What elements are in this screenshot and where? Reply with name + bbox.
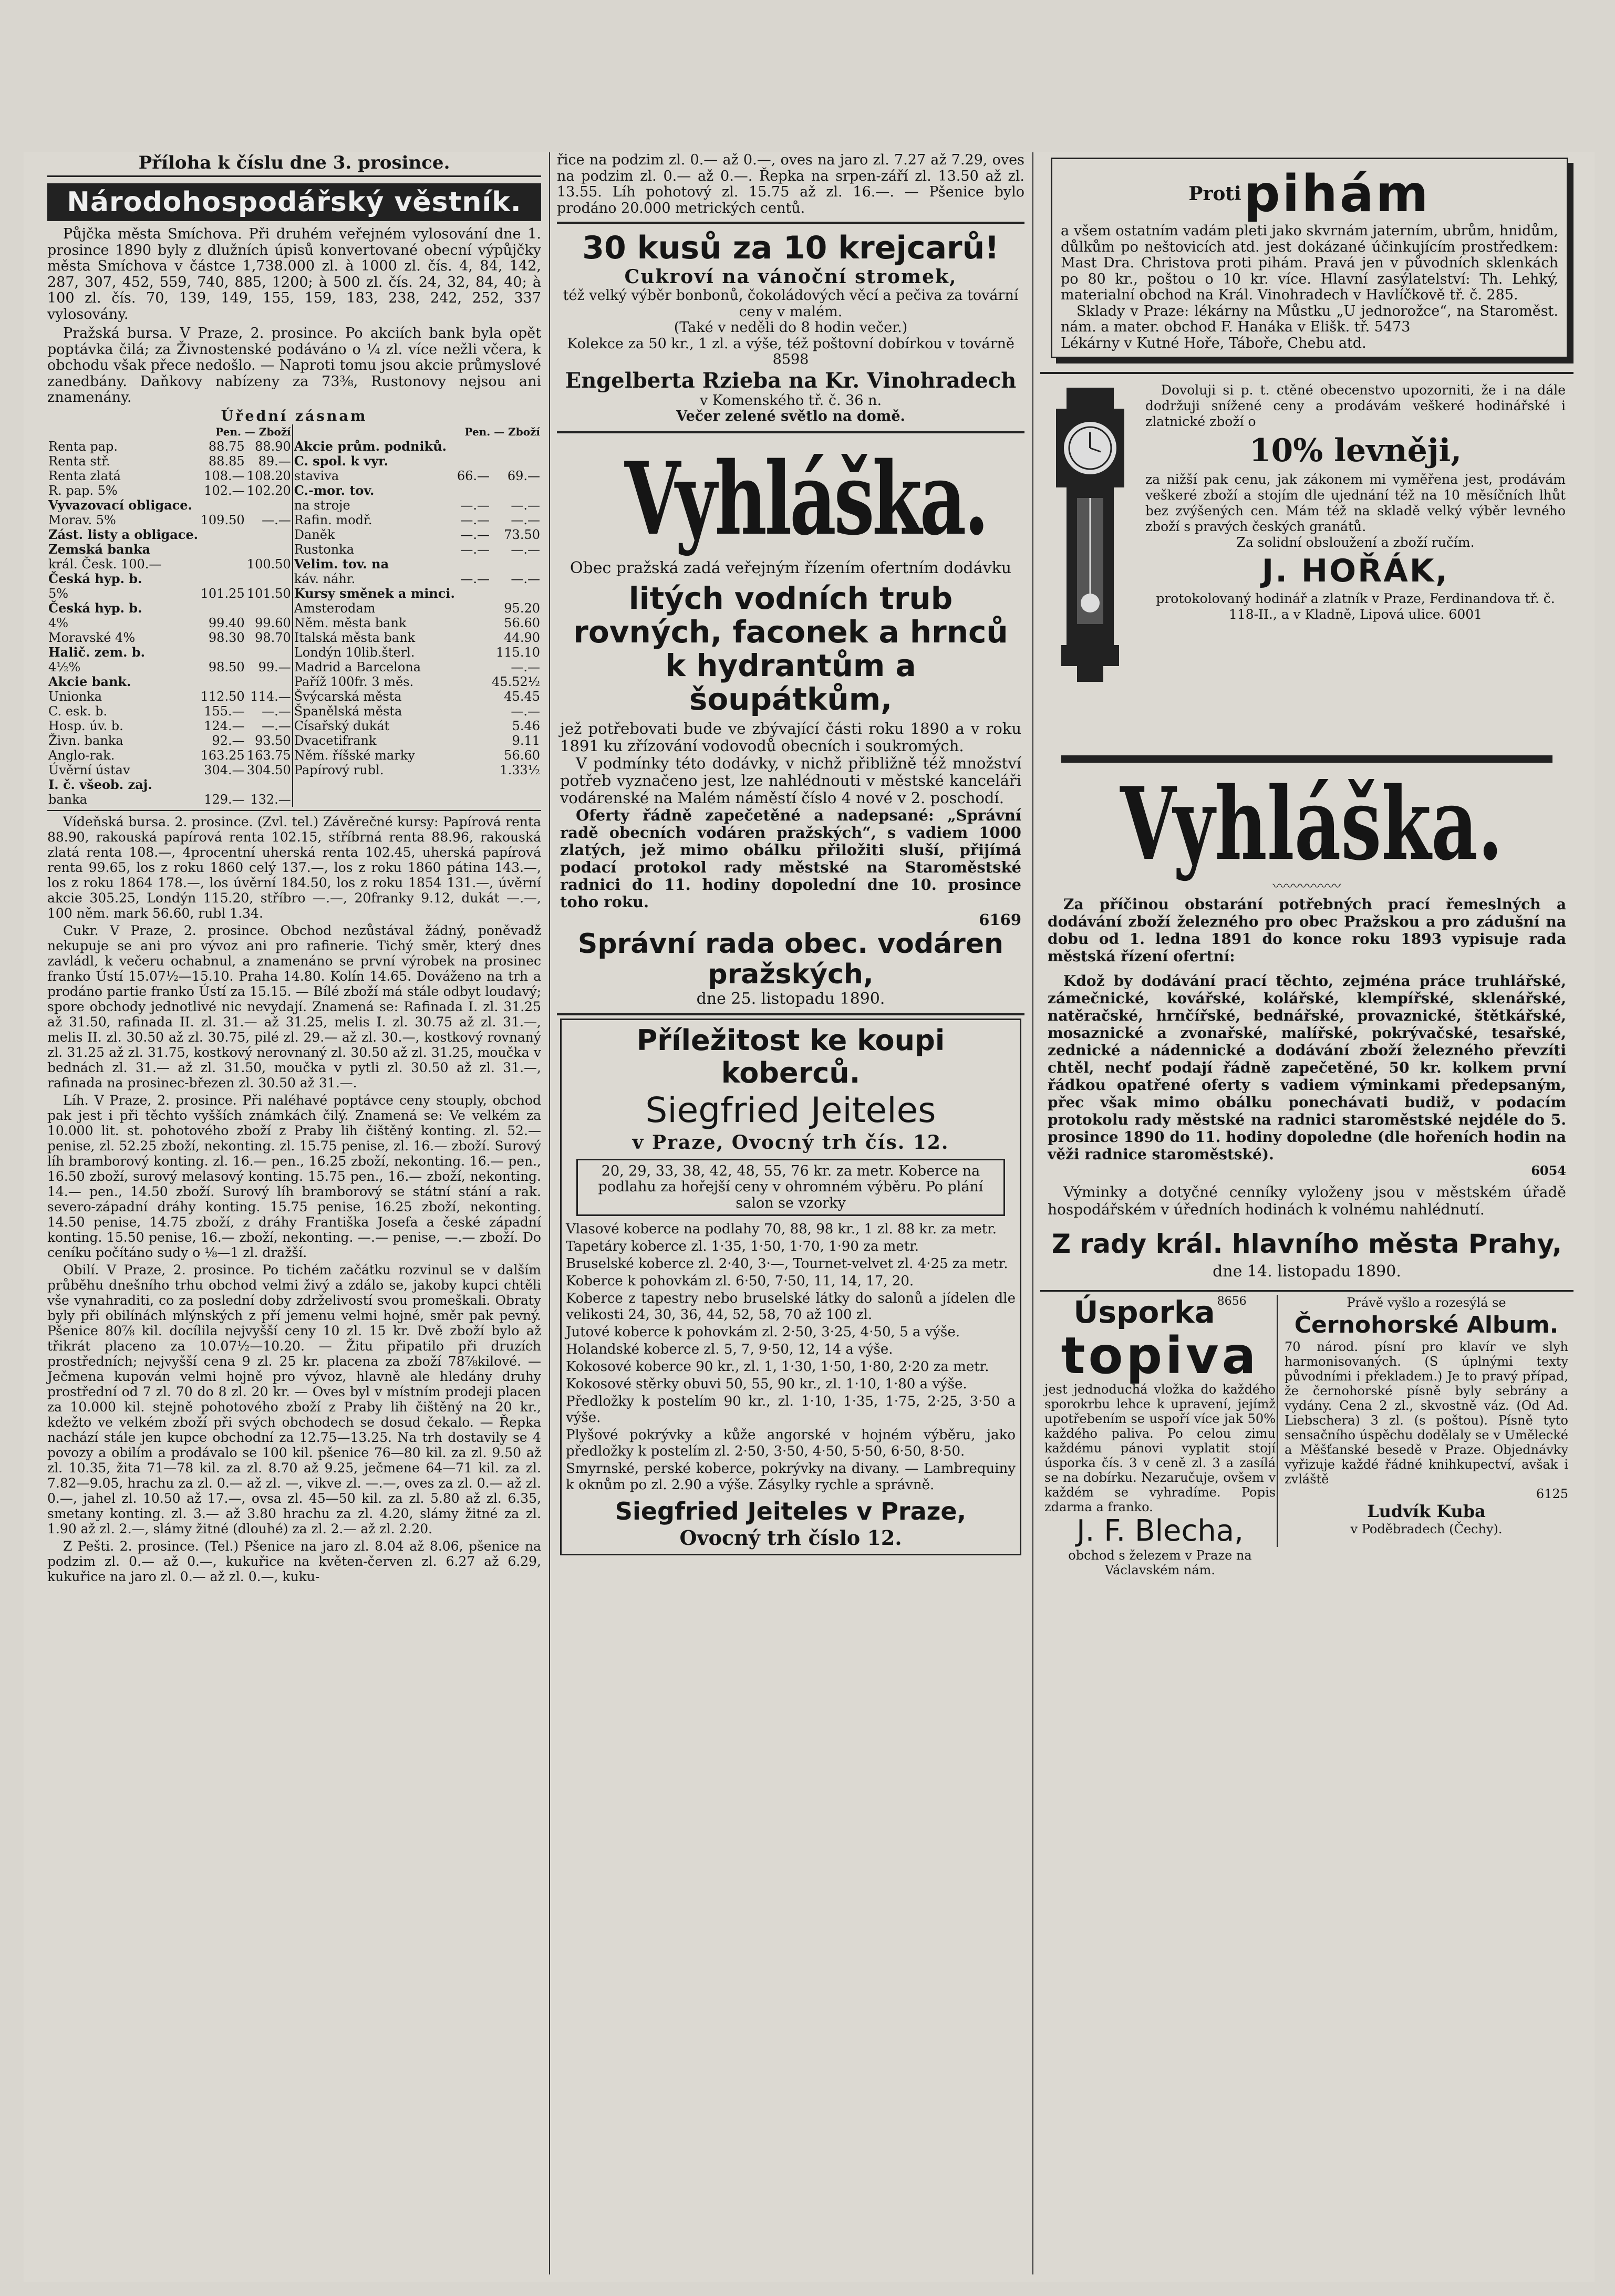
- quotation-label: Rustonka: [294, 542, 355, 557]
- quotation-label: Česká hyp. b.: [48, 600, 142, 616]
- quotation-value: 101.25: [200, 586, 245, 601]
- ad-candy-title: 30 kusů za 10 krejcarů!: [582, 230, 999, 266]
- quotation-row: [47, 645, 292, 660]
- ad-album-text: 70 národ. písní pro klavír ve slyh harmonisovaných. (S úplnými texty původními i překladem.) Je to pravý případ, že černohorské písně byly sebrány a vydány. Cena 2 zl., skvostně váz. (Od Ad. Liebschera) 3 zl. (s poštou). Písně tyto sensačního úspěchu dodělaly se v Umělecké a Měšťanské besedě v Praze. Objednávky vyřizuje každé řádné knihkupectví, avšak i zvláště: [1285, 1339, 1568, 1487]
- quotation-label: Rafin. modř.: [294, 512, 372, 527]
- article-grain: Obilí. V Praze, 2. prosince. Po tichém začátku rozvinul se v dalším průběhu dnešního trhu obchod velmi živý a zdálo se, jakoby kupci chtěli vše vynahraditi, co za poslední doby zdrželivostí svou promeškali. Obraty byly při obilínách mlýnských z pří jemenu velmi hojné, směr pak pevný. Pšenice 80⅞ kil. docílila nejvyšší ceny 10 zl. 15 kr. Dvě zboží bylo až třikrát placeno za 10.07½—10.20. — Žitu připatilo při druzích prostředních; nejvyšší cena 9 zl. 25 kr. placena za zboží 78⅞kilové. — Ječmena kupován velmi hojně pro vývoz, hlavně ale hledány druhy prostřední od 7 zl. 70 do 8 zl. 20 kr. — Oves byl v místním prodeji placen za 10.000 kil. stejně pohotového zboží z Praby lih čištěný na 20 kr., kdežto ve velkém zboží při svých obchodech se dosud čekalo. — Řepka nachází stále jen kupce obchodní za 12.75—13.25. Na trh dostavily se 4 povozy a obilím a prodávalo se 100 kil. pšenice 76—80 kil. za zl. 9.50 až zl. 10.35, žita 71—78 kil. za zl. 8.70 až 9.25, ječmene 64—71 kil. za zl. 7.82—9.05, hrachu za zl. 0.— až zl. —, vikve zl. —.—, oves za zl. 0.— až zl. 0.—, jahel zl. 10.50 až 17.—, ovsa zl. 45—50 kil. za zl. 5.80 až zl. 6.35, smetany konting. zl. 3.— až 3.80 hrachu za zl. 4.20, slámy žitné za zl. 1.90 až zl. 2.—, slámy žitné (dlouhé) za zl. 2.— až zl. 2.20.: [47, 1262, 541, 1536]
- carpet-item: Bruselské koberce zl. 2·40, 3·—, Tournet-velvet zl. 4·25 za metr.: [566, 1256, 1008, 1272]
- quotation-label: Paříž 100fr. 3 měs.: [294, 674, 414, 689]
- ad-watchmaker-text2: za nižší pak cenu, jak zákonem mi vyměřena jest, prodávám veškeré zboží a stojím dle ujednání též na 10 měsíčních lhůt bez zvýšených cen. Mám též na skladě velký výběr levného zboží s pravých českých granátů.: [1145, 472, 1566, 534]
- quotation-value: 73.50: [504, 527, 540, 542]
- ad-fuel-text: jest jednoduchá vložka do každého sporokrbu lehce k upravení, jejímž upotřebením se uspoří více jak 50% každého paliva. Po celou zimu každému pánovi vyplatit stojí úsporka čís. 3 v ceně zl. 3 a zasílá se na dobírku. Nezaručuje, ovšem v každém se vyhradíme. Popis zdarma a franko.: [1044, 1382, 1276, 1514]
- quotation-label: Velim. tov. na: [294, 556, 389, 572]
- ad-pipes-date: dne 25. listopadu 1890.: [696, 989, 885, 1008]
- ad-crafts-text3: Výminky a dotyčné cenníky vyloženy jsou v městském úřadě hospodářském v úředních hodinách k volnému nahlédnutí.: [1048, 1183, 1566, 1218]
- quotation-value: [200, 498, 246, 513]
- quotation-value: [246, 572, 292, 586]
- quotation-value: —.—: [511, 703, 540, 719]
- ad-carpets-footer2: Ovocný trh číslo 12.: [679, 1526, 902, 1550]
- quotation-value: 129.—: [204, 792, 245, 807]
- ad-carpets: [560, 1019, 1021, 1556]
- quotation-row: [293, 763, 541, 777]
- quotation-value: 304.—: [204, 762, 245, 777]
- quotation-label: Anglo-rak.: [48, 747, 115, 763]
- ad-candy-text: též velký výběr bonbonů, čokoládových věcí a pečiva za tovární ceny v malém.: [563, 287, 1019, 320]
- quotation-value: 93.50: [255, 733, 291, 748]
- ad-pipes-text2: V podmínky této dodávky, v nichž přibližně též množství potřeb vyznačeno jest, lze nahlédnouti v městské kanceláři vodárenské na Malém náměstí číslo 4 nové v 2. poschodí.: [560, 754, 1021, 807]
- quotation-row: [293, 689, 541, 704]
- ad-pipes-signature: Správní rada obec. vodáren pražských,: [577, 928, 1004, 990]
- quotation-label: Amsterodam: [294, 600, 376, 616]
- quotation-value: [456, 719, 491, 733]
- ad-pipes-text3: Oferty řádně zapečetěné a nadepsané: „Správní radě obecních vodáren pražských“, s vadiem 1000 zlatých, jež mimo obálku přiložiti sluší, přijímá podací protokol rady městské na Staroměstské radnici do 11. hodiny dopolední dne 10. prosince toho roku.: [560, 806, 1021, 911]
- quotation-value: [491, 439, 541, 454]
- quotation-value: —.—: [262, 703, 291, 719]
- quotation-label: Italská města bank: [294, 630, 416, 645]
- quotation-label: Akcie bank.: [48, 673, 131, 689]
- quotation-row: [47, 454, 292, 469]
- quotation-value: [491, 586, 541, 601]
- quotation-value: 304.50: [246, 762, 291, 777]
- quotation-value: 95.20: [504, 600, 540, 616]
- article-pest: Z Pešti. 2. prosince. (Tel.) Pšenice na jaro zl. 8.04 až 8.06, pšenice na podzim zl. 0.— až 0.—, kukuřice na květen-červen zl. 6.27 až 6.29, kukuřice na jaro zl. 0.— až zl. 0.—, kuku-: [47, 1538, 541, 1584]
- quotation-value: —.—: [460, 571, 490, 586]
- quotation-row: [47, 660, 292, 674]
- quotation-label: C. esk. b.: [48, 703, 108, 719]
- quotation-value: [200, 777, 246, 792]
- quotation-row: [47, 719, 292, 733]
- quotation-value: 69.—: [507, 468, 540, 483]
- quotation-value: 114.—: [250, 689, 291, 704]
- quotation-label: 4%: [48, 615, 69, 630]
- quotation-label: Zást. listy a obligace.: [48, 526, 199, 542]
- quotation-row: [47, 748, 292, 763]
- quotation-value: —.—: [511, 659, 540, 674]
- quotation-label: Moravské 4%: [48, 630, 136, 645]
- wall-clock-icon: [1045, 388, 1135, 682]
- quotation-row: [293, 586, 541, 601]
- quotation-value: 108.—: [204, 468, 245, 483]
- quotation-label: Halič. zem. b.: [48, 644, 145, 660]
- quotation-value: —.—: [460, 542, 490, 557]
- quotation-value: [246, 527, 292, 542]
- quotation-row: [47, 498, 292, 513]
- ad-watchmaker-service: Za solidní obsloužení a zboží ručím.: [1236, 535, 1475, 550]
- quotation-value: 115.10: [496, 645, 540, 660]
- quotation-row: [293, 513, 541, 527]
- quotation-row: [47, 527, 292, 542]
- article-pest-continued: řice na podzim zl. 0.— až 0.—, oves na jaro zl. 7.27 až 7.29, oves na podzim zl. 0.— až 0.—. Řepka na srpen-září zl. 13.50 až zl. 13.55. Líh pohotový zl. 15.75 až zl. 16.—. — Pšenice bylo prodáno 20.000 metrických centů.: [557, 152, 1024, 216]
- quotation-value: [200, 572, 246, 586]
- quotation-value: [200, 645, 246, 660]
- quotation-value: [246, 674, 292, 689]
- carpet-item: Kokosové stěrky obuvi 50, 55, 90 kr., zl. 1·10, 1·80 a výše.: [566, 1376, 967, 1392]
- quotation-value: [200, 557, 246, 572]
- ad-crafts-title: Vyhláška.: [1120, 765, 1503, 882]
- column-economy: [47, 152, 541, 1584]
- quotation-value: —.—: [460, 527, 490, 542]
- quotation-value: 45.52½: [492, 674, 540, 689]
- ad-candy-text2: Kolekce za 50 kr., 1 zl. a výše, též poštovní dobírkou v továrně 8598: [567, 335, 1014, 368]
- quotation-row: [293, 572, 541, 586]
- ad-freckles: Proti pihám a všem ostatním vadám pleti jako skvrnám jaterním, ubrům, hnidům, důlkům po neštovicích atd. jest dokázané účinkujícím prostředkem: Mast Dra. Christova proti pihám. Pravá jen v původních sklenkách po 80 kr., poštou o 10 kr. více. Hlavní zasýlatelství: Th. Lehký, materialní obchod na Král. Vinohradech v Havlíčkově tř. č. 285. Sklady v Praze: lékárny na Můstku „U jednorožce“, na Staroměst. nám. a mater. obchod F. Hanáka v Elišk. tř. 5473 Lékárny v Kutné Hoře, Táboře, Chebu atd.: [1051, 158, 1568, 358]
- quotation-row: [293, 748, 541, 763]
- quotation-value: 88.75: [208, 439, 245, 454]
- quotation-value: —.—: [511, 542, 540, 557]
- quotation-value: [456, 645, 491, 660]
- quotation-row: [47, 733, 292, 748]
- quotation-row: [293, 719, 541, 733]
- quotation-value: 1.33½: [500, 762, 540, 777]
- quotation-value: 109.50: [200, 512, 245, 527]
- quotation-row: [293, 704, 541, 719]
- quotation-value: [200, 601, 246, 616]
- quotation-table: [47, 424, 541, 807]
- quotation-row: [293, 616, 541, 630]
- quotation-label: R. pap. 5%: [48, 483, 118, 498]
- quotation-row: [293, 674, 541, 689]
- ad-candy-company: Engelberta Rzieba na Kr. Vinohradech: [565, 368, 1017, 393]
- quotation-value: [456, 483, 491, 498]
- quotation-value: [246, 542, 292, 557]
- ad-carpets-footer: Siegfried Jeiteles v Praze,: [615, 1497, 967, 1525]
- ad-watchmaker-address: protokolovaný hodinář a zlatník v Praze, Ferdinandova tř. č. 118-II., a v Kladně, Lipová ulice. 6001: [1156, 590, 1555, 622]
- carpet-item: Smyrnské, perské koberce, pokrývky na divany. — Lambrequiny k oknům po zl. 2.90 a výše. Zásylky rychle a správně.: [566, 1461, 1016, 1493]
- quotation-row: [293, 557, 541, 572]
- quotation-value: 45.45: [504, 689, 540, 704]
- quotation-value: 44.90: [504, 630, 540, 645]
- ad-candy-subtitle: Cukroví na vánoční stromek,: [624, 266, 957, 288]
- quotation-value: 100.50: [246, 556, 291, 572]
- ad-crafts-date: dne 14. listopadu 1890.: [1213, 1262, 1401, 1281]
- quotation-row: [293, 542, 541, 557]
- quotation-label: banka: [48, 792, 87, 807]
- quotation-label: káv. náhr.: [294, 571, 356, 586]
- quotation-value: 66.—: [457, 468, 490, 483]
- carpet-item: Jutové koberce k pohovkám zl. 2·50, 3·25, 4·50, 5 a výše.: [566, 1324, 960, 1340]
- quotation-label: král. Česk. 100.—: [48, 556, 162, 572]
- quotation-row: [293, 630, 541, 645]
- ad-freckles-text2: Sklady v Praze: lékárny na Můstku „U jednorožce“, na Staroměst. nám. a mater. obchod F. Hanáka v Elišk. tř. 5473: [1061, 303, 1558, 335]
- quotation-row: [293, 601, 541, 616]
- quotation-label: Kursy směnek a minci.: [294, 585, 455, 601]
- quotation-table-title: Úřední zásnam: [221, 408, 368, 424]
- ad-pipes-subject: litých vodních trub rovných, faconek a hrnců k hydrantům a šoupátkům,: [573, 580, 1008, 717]
- quotation-value: 112.50: [200, 689, 245, 704]
- ad-freckles-text3: Lékárny v Kutné Hoře, Táboře, Chebu atd.: [1061, 335, 1366, 351]
- supplement-header: Příloha k číslu dne 3. prosince.: [47, 152, 541, 177]
- quotation-label: Španělská města: [294, 703, 402, 719]
- quotation-value: —.—: [460, 497, 490, 513]
- quotation-row: [47, 542, 292, 557]
- quotation-label: Renta pap.: [48, 439, 118, 454]
- article-sugar: Cukr. V Praze, 2. prosince. Obchod nezůstával žádný, poněvadž nekupuje se ani pro vývoz ani pro rafinerie. Tichý směr, který dnes zavládl, k večeru ochabnul, a znamenáno se první výrobek na prosinec franko Ústí 15.07½—15.10. Praha 14.80. Kolín 14.65. Dováženo na trh a prodáno partie franko Ústí za 15.15. — Bílé zboží má stále odbyt loudavý; spore obchody jednotlivé nic nevydají. Znamená se: Rafinada I. zl. 31.25 až 31.50, rafinada II. zl. 31.— až 31.25, melis I. zl. 30.75 až zl. 31.—, melis II. zl. 30.50 až zl. 30.75, pilé zl. 29.— až zl. 30.—, kostkový rovnaný zl. 31.25 až zl. 31.75, kostkový nerovnaný zl. 30.50 až zl. 31.25, moučka v bednách zl. 31.— až zl. 31.50, moučka v pytli zl. 30.50 až zl. 31.—, rafinada na prosinec-březen zl. 30.50 až 31.—.: [47, 922, 541, 1090]
- quotation-label: Madrid a Barcelona: [294, 659, 421, 674]
- ad-candy-note: (Také v neděli do 8 hodin večer.): [674, 319, 908, 336]
- quotation-value: —.—: [511, 512, 540, 527]
- quotation-row: [293, 527, 541, 542]
- quotation-value: [456, 748, 491, 763]
- quotation-value: —.—: [511, 497, 540, 513]
- quotation-label: 4½%: [48, 659, 81, 674]
- quotation-label: Londýn 10lib.šterl.: [294, 645, 415, 660]
- quotation-row: [47, 513, 292, 527]
- quotation-value: 124.—: [204, 718, 245, 733]
- quotation-value: [246, 777, 292, 792]
- quotation-label: na stroje: [294, 497, 350, 513]
- ad-crafts-text2: Kdož by dodávání prací těchto, zejména práce truhlářské, zámečnické, kovářské, kolářské, klempířské, sklenářské, natěračské, hrnčířské, bednářské, provaznické, štětkářské, mosaznické a zvonařské, malířské, pokrývačské, tesařské, zednické a nádennické a dodávání zboží železného převzíti chtěl, nechť podají řádně zapečetěné, 50 kr. kolkem první řádkou opatřené oferty s vadiem výminkami předepsaným, přec však mimo obálku ponechávati budiž, v podacím protokolu rady městské na radnici staroměstské nejdéle do 5. prosince 1890 do 11. hodiny dopoledne (dle hořeních hodin na věži radnice staroměstské).: [1048, 972, 1566, 1163]
- ad-freckles-text: a všem ostatním vadám pleti jako skvrnám jaterním, ubrům, hnidům, důlkům po neštovicích atd. jest dokázané účinkujícím prostředkem: Mast Dra. Christova proti pihám. Pravá jen v původních sklenkách po 80 kr., poštou o 10 kr. více. Hlavní zasýlatelství: Th. Lehký, materialní obchod na Král. Vinohradech v Havlíčkově tř. č. 285.: [1061, 223, 1558, 303]
- ad-watchmaker-name: J. HOŘÁK,: [1261, 552, 1450, 589]
- ad-candy-address: v Komenského tř. č. 36 n.: [699, 392, 882, 409]
- newspaper-page: [24, 152, 1595, 2282]
- ad-freckles-title: pihám: [1244, 164, 1431, 223]
- ad-bottom-row: [1040, 1294, 1573, 1577]
- section-banner: Národohospodářský věstník.: [47, 183, 541, 221]
- quotation-value: —.—: [460, 512, 490, 527]
- quotation-value: 9.11: [512, 733, 540, 748]
- quotation-row: [47, 572, 292, 586]
- quotation-value: 108.20: [246, 468, 291, 483]
- quotation-label: Císařský dukát: [294, 718, 390, 733]
- quotation-value: 88.85: [208, 453, 245, 469]
- carpet-item: Holandské koberce zl. 5, 7, 9·50, 12, 14 a výše.: [566, 1342, 893, 1357]
- ad-carpets-list: [566, 1221, 1016, 1493]
- quotation-value: 163.25: [200, 747, 245, 763]
- quotation-table-left: Pen. — Zboží Renta pap. 88.75 88.90 Renta stř. 88.85 89.— Renta zlatá 108.— 108.20 R. pap. 5% 102.— 102.20 Vyvazovací obligace. Morav. 5% 109.50 —.— Zást. listy a obligace. Zemská banka král. Česk. 100.— 100.50 Česká hyp. b. 5% 101.25 101.50 Česká hyp. b. 4% 99.40 99.60 Moravské 4% 98.30 98.70 Halič. zem. b. 4½% 98.50 99.— Akcie bank. Unionka 112.50 114.— C. esk. b. 155.— —.— Hosp. úv. b. 124.— —.— Živn. banka 92.— 93.50 Anglo-rak. 163.25 163.75 Úvěrní ústav 304.— 304.50 I. č. všeob. zaj. banka 129.— 132.—: [48, 425, 291, 807]
- quotation-row: [47, 601, 292, 616]
- quotation-label: staviva: [294, 468, 339, 483]
- quotation-value: [456, 763, 491, 777]
- quotation-label: Něm. města bank: [294, 615, 407, 630]
- quotation-row: [293, 483, 541, 498]
- ad-crafts-tender: Vyhláška. 〰〰〰〰〰 Za příčinou obstarání potřebných prací řemeslných a dodávání zboží železného pro obec Pražskou a pro zádušní na dobu od 1. ledna 1891 do konce roku 1893 vypisuje rada městská řízení ofertní: Kdož by dodávání prací těchto, zejména práce truhlářské, zámečnické, kovářské, kolářské, klempířské, sklenářské, natěračské, hrnčířské, bednářské, provaznické, štětkářské, mosaznické a zvonařské, malířské, pokrývačské, tesařské, zednické a nádennické a dodávání zboží železného převzíti chtěl, nechť podají řádně zapečetěné, 50 kr. kolkem první řádkou opatřené oferty s vadiem výminkami předepsaným, přec však mimo obálku ponechávati budiž, v podacím protokolu rady městské na radnici staroměstské nejdéle do 5. prosince 1890 do 11. hodiny dopoledne (dle hořeních hodin na věži radnice staroměstské). 6054 Výminky a dotyčné cenníky vyloženy jsou v městském úřadě hospodářském v úředních hodinách k volnému nahlédnutí. Z rady král. hlavního města Prahy, dne 14. listopadu 1890.: [1048, 765, 1566, 1281]
- quotation-row: [47, 616, 292, 630]
- quotation-row: [293, 645, 541, 660]
- quotation-label: C.-mor. tov.: [294, 482, 375, 498]
- ad-watchmaker-discount: 10% levněji,: [1249, 432, 1462, 469]
- quotation-value: 98.30: [208, 630, 245, 645]
- quotation-value: [246, 498, 292, 513]
- quotation-value: 5.46: [512, 718, 540, 733]
- quotation-value: —.—: [511, 571, 540, 586]
- quotation-row: [293, 733, 541, 748]
- quotation-value: [200, 674, 246, 689]
- ad-album: Právě vyšlo a rozesýlá se Černohorské Album. 70 národ. písní pro klavír ve slyh harmonisovaných. (S úplnými texty původními i překladem.) Je to pravý případ, že černohorské písně byly sebrány a vydány. Cena 2 zl., skvostně váz. (Od Ad. Liebschera) 3 zl. (s poštou). Písně tyto sensačního úspěchu dodělaly se v Umělecké a Měšťanské besedě v Praze. Objednávky vyřizuje každé řádné knihkupectví, avšak i zvláště 6125 Ludvík Kuba v Poděbradech (Čechy).: [1285, 1295, 1568, 1536]
- quotation-value: 98.70: [255, 630, 291, 645]
- ad-pipes-tender: [557, 437, 1024, 1010]
- carpet-item: Předložky k postelím 90 kr., zl. 1·10, 1·35, 1·75, 2·25, 3·50 a výše.: [566, 1394, 1016, 1426]
- quotation-row: [47, 557, 292, 572]
- quotation-row: [47, 586, 292, 601]
- quotation-label: Švýcarská města: [294, 689, 402, 704]
- quotation-label: Papírový rubl.: [294, 762, 384, 777]
- quotation-value: [491, 557, 541, 572]
- quotation-row: [293, 454, 541, 469]
- quotation-label: Dvacetifrank: [294, 733, 377, 748]
- quotation-value: 163.75: [246, 747, 291, 763]
- quotation-value: [456, 454, 491, 469]
- quotation-value: 92.—: [212, 733, 245, 748]
- ad-watchmaker-body: [1145, 382, 1566, 622]
- quotation-row: [47, 630, 292, 645]
- ad-fuel-title2: topiva: [1061, 1326, 1259, 1385]
- quotation-value: 98.50: [208, 659, 245, 674]
- quotation-value: [246, 601, 292, 616]
- quotation-label: Akcie prům. podniků.: [294, 438, 447, 454]
- carpet-item: Kokosové koberce 90 kr., zl. 1, 1·30, 1·50, 1·80, 2·20 za metr.: [566, 1359, 989, 1375]
- quotation-value: [456, 733, 491, 748]
- quotation-label: Vyvazovací obligace.: [48, 497, 192, 513]
- quotation-label: Něm. říšské marky: [294, 747, 415, 763]
- quotation-row: [293, 498, 541, 513]
- quotation-value: —.—: [262, 512, 291, 527]
- quotation-value: [456, 601, 491, 616]
- quotation-value: 56.60: [504, 615, 540, 630]
- quotation-value: [456, 586, 491, 601]
- quotation-row: [47, 469, 292, 483]
- quotation-row: [293, 469, 541, 483]
- quotation-label: Úvěrní ústav: [48, 762, 130, 777]
- quotation-label: I. č. všeob. zaj.: [48, 776, 152, 792]
- quotation-row: [47, 674, 292, 689]
- quotation-value: 89.—: [258, 453, 291, 469]
- quotation-label: Hosp. úv. b.: [48, 718, 123, 733]
- ad-carpets-title: Příležitost ke koupi koberců.: [636, 1023, 945, 1089]
- ad-carpets-inner-box: 20, 29, 33, 38, 42, 48, 55, 76 kr. za metr. Koberce na podlahu za hořejší ceny v ohromném výběru. Po plání salon se vzorky: [576, 1159, 1005, 1217]
- quotation-label: Renta stř.: [48, 453, 110, 469]
- column-rule: [549, 152, 550, 2274]
- quotation-table-right: Pen. — Zboží Akcie prům. podniků. C. spol. k vyr. staviva 66.— 69.— C.-mor. tov. na stroje —.— —.— Rafin. modř. —.— —.— Daněk —.— 73.50 Rustonka —.— —.— Velim. tov. na káv. náhr. —.— —.— Kursy směnek a minci. Amsterodam 95.20 Něm. města bank 56.60 Italská města bank 44.90 Londýn 10lib.šterl. 115.10 Madrid a Barcelona —.— Paříž 100fr. 3 měs. 45.52½ Švýcarská města 45.45 Španělská města —.— Císařský dukát 5.46 Dvacetifrank 9.11 Něm. říšské marky 56.60 Papírový rubl. 1.33½: [294, 425, 540, 777]
- ad-pipes-title: Vyhláška.: [624, 440, 987, 557]
- ad-album-name: Ludvík Kuba: [1367, 1501, 1486, 1521]
- ad-fuel-name: J. F. Blecha,: [1076, 1514, 1244, 1548]
- ad-watchmaker: [1040, 377, 1573, 755]
- quotation-value: [456, 616, 491, 630]
- quotation-label: Daněk: [294, 527, 335, 542]
- ad-carpets-company: Siegfried Jeiteles: [645, 1089, 936, 1130]
- quotation-row: [47, 777, 292, 792]
- quotation-value: [456, 557, 491, 572]
- ad-candy-footer: Večer zelené světlo na domě.: [676, 408, 905, 424]
- quotation-value: [456, 439, 491, 454]
- ad-pipes-number: 6169: [979, 910, 1021, 929]
- quotation-value: 88.90: [255, 439, 291, 454]
- quotation-value: [491, 454, 541, 469]
- quotation-value: [246, 645, 292, 660]
- quotation-label: Morav. 5%: [48, 512, 116, 527]
- carpet-item: Vlasové koberce na podlahy 70, 88, 98 kr., 1 zl. 88 kr. za metr.: [566, 1221, 997, 1237]
- ad-fuel-address: obchod s železem v Praze na Václavském nám.: [1068, 1548, 1252, 1577]
- quotation-label: Česká hyp. b.: [48, 570, 142, 586]
- ad-album-title: Černohorské Album.: [1294, 1311, 1559, 1338]
- ad-crafts-number: 6054: [1531, 1163, 1566, 1178]
- quotation-row: [293, 660, 541, 674]
- carpet-item: Koberce k pohovkám zl. 6·50, 7·50, 11, 14, 17, 20.: [566, 1273, 914, 1289]
- quotation-row: [47, 763, 292, 777]
- quotation-label: 5%: [48, 586, 69, 601]
- quotation-row: [47, 439, 292, 454]
- ad-fuel-saver: Úsporka 8656 topiva jest jednoduchá vložka do každého sporokrbu lehce k upravení, jejímž upotřebením se uspoří více jak 50% každého paliva. Po celou zimu každému pánovi vyplatit stojí úsporka čís. 3 v ceně zl. 3 a zasílá se na dobírku. Nezaručuje, ovšem v každém se vyhradíme. Popis zdarma a franko. J. F. Blecha, obchod s železem v Praze na Václavském nám.: [1044, 1294, 1276, 1577]
- quotation-value: [200, 527, 246, 542]
- quotation-label: C. spol. k vyr.: [294, 453, 388, 469]
- quotation-value: 101.50: [246, 586, 291, 601]
- quotation-value: 99.60: [255, 615, 291, 630]
- quotation-label: Zemská banka: [48, 541, 151, 557]
- quotation-value: [456, 630, 491, 645]
- column-ads-middle: [557, 152, 1024, 1559]
- ad-christmas-candy: [557, 227, 1024, 428]
- ad-watchmaker-text: Dovoluji si p. t. ctěné obecenstvo upozorniti, že i na dále dodržuji snížené ceny a prodávám veškeré hodinářské i zlatnické zboží o: [1145, 382, 1566, 429]
- quotation-value: 99.—: [258, 659, 291, 674]
- ad-pipes-lead: Obec pražská zadá veřejným řízením ofertním dodávku: [570, 558, 1012, 577]
- quotation-value: [456, 704, 491, 719]
- carpet-item: Plyšové pokrývky a kůže angorské v hojném výběru, jako předložky k postelím zl. 2·50, 3·50, 4·50, 5·50, 6·50, 8·50.: [566, 1427, 1016, 1459]
- quotation-row: [293, 439, 541, 454]
- article-prague-bourse: Pražská bursa. V Praze, 2. prosince. Po akciích bank byla opět poptávka čilá; za Živnostenské podáváno o ¼ zl. více nežli včera, k obchodu však přece nedošlo. — Naproti tomu jsou akcie průmyslové zanedbány. Daňkovy nabízeny za 73⅜, Rustonovy nejsou ani znamenány.: [47, 325, 541, 406]
- ad-crafts-text: Za příčinou obstarání potřebných prací řemeslných a dodávání zboží železného pro obec Pražskou a pro zádušní na dobu od 1. ledna 1891 do konce roku 1893 vypisuje rada městská řízení ofertní:: [1048, 896, 1566, 965]
- quotation-value: [456, 660, 491, 674]
- quotation-row: [47, 689, 292, 704]
- ad-carpets-address: v Praze, Ovocný trh čís. 12.: [632, 1131, 949, 1154]
- quotation-label: Živn. banka: [48, 733, 123, 748]
- ad-pipes-text: jež potřebovati bude ve zbývající části roku 1890 a v roku 1891 ku zřízování vodovodů obecních i soukromých.: [560, 719, 1021, 755]
- quotation-value: 102.20: [246, 483, 291, 498]
- article-spirits: Líh. V Praze, 2. prosince. Při naléhavé poptávce ceny stouply, obchod pak jest i při těchto vyšších známkách čilý. Znamená se: Ve velkém za 10.000 lit. st. pohotového zboží z Praby lih čištěný konting. zl. 52.— penise, zl. 52.25 zboží, nekonting. zl. 15.75 penise, zl. 16.— zboží. Surový líh bramborový konting. zl. 16.— pen., 16.25 zboží, nekonting. 16.— pen., 16.50 zboží, surový melasový konting. 15.75 pen., 16.— zboží, nekonting. 14.— pen., 14.50 zboží. Surový líh bramborový se státní stání a rak. severo-západní dráhy konting. 15.75 penise, 16.25 zboží, nekonting. 14.50 penise, 14.75 zboží, z dráhy Františka Josefa a české západní konting. 15.50 penise, 16.— zboží, nekonting. —.— penise, —.— zboží. Do ceníku počítáno sudy o ⅛—1 zl. dražší.: [47, 1092, 541, 1260]
- carpet-item: Koberce z tapestry nebo bruselské látky do salonů a jídelen dle velikosti 24, 30, 36, 44, 52, 58, 70 až 100 zl.: [566, 1291, 1016, 1323]
- quotation-value: [491, 483, 541, 498]
- quotation-row: [47, 704, 292, 719]
- quotation-value: [200, 542, 246, 557]
- quotation-row: [47, 792, 292, 807]
- ad-album-head: Právě vyšlo a rozesýlá se: [1347, 1295, 1506, 1310]
- column-rule: [1032, 152, 1033, 2274]
- ad-fuel-title: Úsporka: [1073, 1294, 1215, 1330]
- quotation-value: 132.—: [250, 792, 291, 807]
- quotation-value: [456, 689, 491, 704]
- ad-album-address: v Poděbradech (Čechy).: [1350, 1521, 1503, 1536]
- quotation-value: 99.40: [208, 615, 245, 630]
- quotation-value: [456, 674, 491, 689]
- quotation-value: 155.—: [204, 703, 245, 719]
- carpet-item: Tapetáry koberce zl. 1·35, 1·50, 1·70, 1·90 za metr.: [566, 1239, 919, 1254]
- quotation-label: Renta zlatá: [48, 468, 121, 483]
- quotation-value: 102.—: [204, 483, 245, 498]
- ad-crafts-signature: Z rady král. hlavního města Prahy,: [1051, 1229, 1562, 1259]
- quotation-value: —.—: [262, 718, 291, 733]
- quotation-value: 56.60: [504, 747, 540, 763]
- column-ads-right: [1040, 152, 1573, 1577]
- quotation-row: [47, 483, 292, 498]
- article-vienna-bourse: Vídeňská bursa. 2. prosince. (Zvl. tel.) Závěrečné kursy: Papírová renta 88.90, rakouská papírová renta 102.15, stříbrná renta 88.96, rakouská zlatá renta 108.—, 4procentní uherská renta 102.45, uherská papírová renta 99.65, los z roku 1860 celý 137.—, los z roku 1860 pátina 143.—, los z roku 1864 178.—, los úvěrní 184.50, los z roku 1854 131.—, úvěrní akcie 305.25, Londýn 115.20, stříbro —.—, 20franky 9.12, dukát —.—, 100 něm. mark 56.60, rubl 1.34.: [47, 814, 541, 921]
- article-smichov-loan: Půjčka města Smíchova. Při druhém veřejném vylosování dne 1. prosince 1890 byly z dlužních úpisů konvertované obecní výpůjčky města Smíchova v částce 1,738.000 zl. à 1000 zl. čís. 4, 84, 142, 287, 307, 452, 559, 740, 885, 1200; à 500 zl. čís. 24, 32, 84, 40; à 100 zl. čís. 70, 139, 149, 155, 159, 183, 238, 242, 252, 337 vylosovány.: [47, 226, 541, 323]
- quotation-label: Unionka: [48, 689, 102, 704]
